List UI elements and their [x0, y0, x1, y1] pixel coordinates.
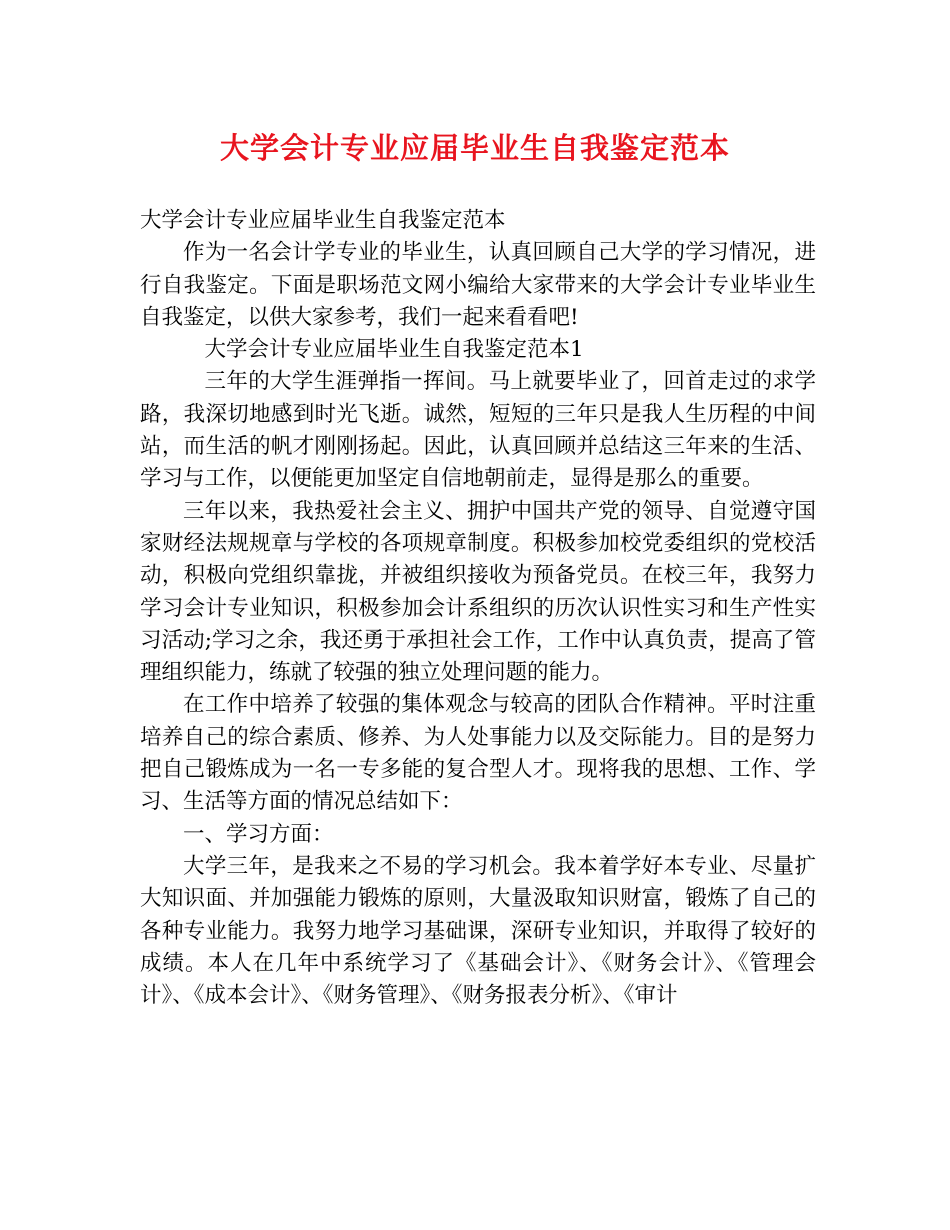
intro-paragraph: 作为一名会计学专业的毕业生，认真回顾自己大学的学习情况，进行自我鉴定。下面是职场范文网小编给大家带来的大学会计专业毕业生自我鉴定，以供大家参考，我们一起来看看吧!	[140, 240, 816, 330]
body-paragraph: 在工作中培养了较强的集体观念与较高的团队合作精神。平时注重培养自己的综合素质、修养、为人处事能力以及交际能力。目的是努力把自己锻炼成为一名一专多能的复合型人才。现将我的思想、工作、学习、生活等方面的情况总结如下：	[140, 692, 816, 815]
body-paragraph: 三年以来，我热爱社会主义、拥护中国共产党的领导、自觉遵守国家财经法规规章与学校的各项规章制度。积极参加校党委组织的党校活动，积极向党组织靠拢，并被组织接收为预备党员。在校三年，我努力学习会计专业知识，积极参加会计系组织的历次认识性实习和生产性实习活动;学习之余，我还勇于承担社会工作，工作中认真负责，提高了管理组织能力，练就了较强的独立处理问题的能力。	[140, 498, 816, 686]
document-title: 大学会计专业应届毕业生自我鉴定范本	[219, 131, 730, 165]
document-body	[140, 205, 816, 1012]
body-paragraph: 三年的大学生涯弹指一挥间。马上就要毕业了，回首走过的求学路，我深切地感到时光飞逝。诚然，短短的三年只是我人生历程的中间站，而生活的帆才刚刚扬起。因此，认真回顾并总结这三年来的生活、学习与工作，以便能更加坚定自信地朝前走，显得是那么的重要。	[140, 369, 816, 492]
subsection-heading: 一、学习方面：	[183, 821, 334, 847]
section-heading: 大学会计专业应届毕业生自我鉴定范本1	[204, 337, 584, 363]
document-subtitle: 大学会计专业应届毕业生自我鉴定范本	[140, 208, 506, 233]
body-paragraph: 大学三年，是我来之不易的学习机会。我本着学好本专业、尽量扩大知识面、并加强能力锻炼的原则，大量汲取知识财富，锻炼了自己的各种专业能力。我努力地学习基础课，深研专业知识，并取得了较好的成绩。本人在几年中系统学习了《基础会计》、《财务会计》、《管理会计》、《成本会计》、《财务管理》、《财务报表分析》、《审计	[140, 853, 816, 1009]
